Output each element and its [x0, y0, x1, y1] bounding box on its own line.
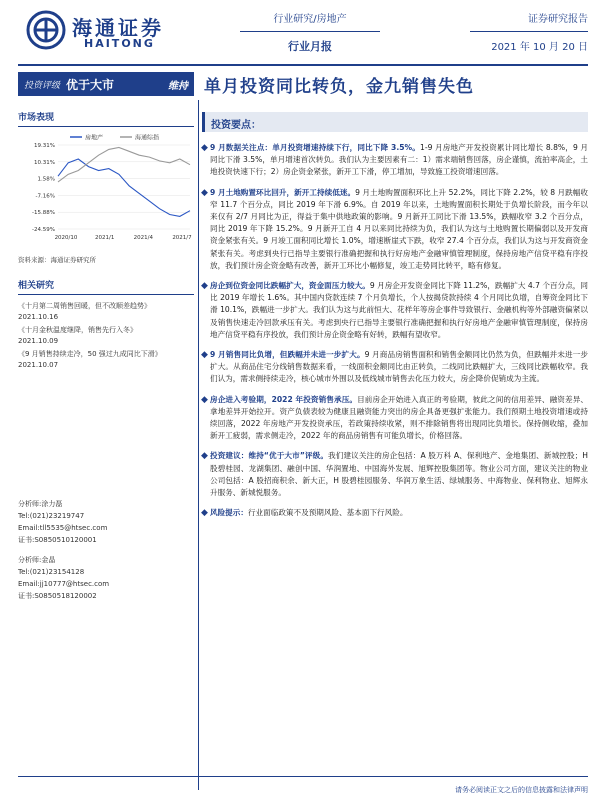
- market-chart-svg: [18, 131, 194, 251]
- x-tick-label: 2021/4: [133, 235, 154, 241]
- related-item-date: 2021.10.16: [18, 313, 59, 321]
- key-point-lead: 9 月数据关注点：单月投资增速持续下行，同比下降 3.5%。: [210, 143, 420, 152]
- y-tick-label: -7.16%: [35, 193, 55, 200]
- brand-logo: [26, 10, 196, 56]
- related-research-list: [18, 301, 194, 371]
- footer-divider: [18, 776, 588, 777]
- market-chart: [18, 131, 194, 241]
- key-point-text: 1-9 月房地产开发投资累计同比增长 8.8%，9 月同比下滑 3.5%，单月增速首次转负。我们认为主要因素有二：1）需求端销售回落，房企谨慎，流拍率高企，土地投资快速下行；2）房企资金紧张，新开工下滑，停工增加，导致施工投资增速回落。: [210, 143, 588, 177]
- analyst-cert: 证书:S0850510120001: [18, 536, 97, 544]
- key-point-lead: 投资建议：维持“优于大市”评级。: [210, 451, 329, 461]
- key-point-text: 我们建议关注的房企包括：A 股万科 A、保利地产、金地集团、新城控股；H 股碧桂园、龙湖集团、融创中国、华润置地、中国海外发展、旭辉控股集团等。物业公司方面，建议关注的物业公司包括：A 股招商积余、新大正，H 股碧桂园服务、华润万象生活、绿城服务、中海物业、保利物业、旭辉永升服务、新城悦服务。: [210, 451, 588, 498]
- legend-label: 海通综指: [135, 134, 160, 142]
- key-points-heading: 投资要点：: [202, 112, 588, 132]
- key-point-lead: 房企进入考验期，2022 年投资销售承压。: [210, 394, 358, 404]
- chart-source: 资料来源：海通证券研究所: [18, 256, 96, 264]
- header-divider: [18, 64, 588, 66]
- bullet-icon: ◆: [201, 451, 208, 462]
- report-date: 2021 年 10 月 20 日: [491, 42, 588, 53]
- key-point: [201, 394, 588, 443]
- report-category-block: [240, 10, 380, 54]
- bullet-icon: ◆: [201, 281, 208, 292]
- key-point: [201, 349, 588, 386]
- haitong-logo-icon: [26, 10, 66, 50]
- series-line: [58, 148, 190, 182]
- key-point-lead: 9 月土地购置环比回升，新开工持续低迷。: [210, 187, 356, 197]
- report-label: 证券研究报告: [470, 10, 588, 32]
- analyst-name: 分析师:金晶: [18, 556, 56, 564]
- report-header: [0, 0, 600, 62]
- analyst-name: 分析师:涂力磊: [18, 500, 63, 508]
- y-tick-label: -24.59%: [32, 227, 55, 233]
- key-point-text: 9 月房企开发资金同比下降 11.2%，跌幅扩大 4.7 个百分点，同比 2019 年增长 1.6%。其中国内贷款连续 7 个月负增长，个人按揭贷款持续 4 个月同比负增，自筹资金同比下滑 10.1%，跌幅进一步扩大。我们认为这与此前恒大、花样年等房企事件导致银行、金融机构等外部融资偏紧以及销售快速走冷回款承压有关。考虑到央行已指导主要银行准确把握和执行好房地产金融审慎管理制度，保持房地产信贷平稳有序投放，我们预计房企资金略有好转，跌幅有望收窄。: [210, 281, 589, 339]
- series-line: [58, 159, 190, 216]
- bullet-icon: ◆: [201, 187, 208, 198]
- analyst-tel: Tel:(021)23154128: [18, 568, 85, 576]
- key-point-lead: 风险提示：: [210, 508, 248, 518]
- logo-chinese-name: 海通证券: [72, 16, 164, 40]
- key-point: [201, 142, 588, 179]
- footer-disclaimer: 请务必阅读正文之后的信息披露和法律声明: [455, 786, 588, 794]
- key-point-text: 9 月土地购置面积环比上升 52.2%，同比下降 2.2%，较 8 月跌幅收窄 11.7 个百分点，同比 2019 年下滑 6.9%。自 2019 年以来，土地购置面积长期处于负增长阶段，而今年以来仅有 2/7 月同比为正，得益于集中供地政策的影响。9 月新开工同比下滑 13.5%，跌幅收窄 3.2 个百分点，同比 2019 年下降 15.2%。9 月新开工自 4 月以来同比持续为负，我们认为这与土地购置长期偏弱以及开发商资金紧张有关。9 月竣工面积同比增长 1.0%，增速断崖式下跌，收窄 27.4 个百分点，我们认为这与开发商资金紧张有关。考虑到央行已指导主要银行准确把握和执行好房地产金融审慎管理制度，保持房地产信贷平稳有序投放，我们预计房企资金略有改善，新开工环比小幅修复，竣工走势同比转平，略有修复。: [210, 187, 588, 270]
- rating-action: 维持: [168, 80, 188, 92]
- y-tick-label: -15.88%: [32, 210, 55, 217]
- key-points-list: [201, 142, 589, 519]
- sidebar: [18, 72, 194, 373]
- report-type: 行业月报: [288, 40, 332, 53]
- y-tick-label: 19.31%: [34, 143, 55, 149]
- column-divider: [198, 100, 199, 790]
- key-point: [201, 280, 589, 341]
- key-point-text: 行业面临政策不及预期风险、基本面下行风险。: [247, 508, 408, 518]
- bullet-icon: ◆: [201, 350, 208, 361]
- key-point: [201, 187, 588, 272]
- key-point: [201, 450, 588, 499]
- key-point-text: 9 月商品房销售面积和销售金额同比仍然为负，但跌幅并未进一步扩大。从商品住宅分线销售数据来看，一线面积金额同比由正转负，二线同比跌幅扩大，三线同比跌幅收窄。我们认为，需求侧持续走冷，核心城市外围以及低线城市销售去化压力较大，房企降价促销成为主流。: [210, 350, 588, 384]
- bullet-icon: ◆: [201, 143, 208, 153]
- y-tick-label: 10.31%: [34, 159, 55, 166]
- related-item-title[interactable]: 《十月金秋温度继降，销售先行入冬》: [18, 326, 137, 334]
- key-point: [201, 507, 588, 519]
- bullet-icon: ◆: [201, 394, 208, 405]
- related-item-date: 2021.10.09: [18, 337, 59, 345]
- logo-english-name: HAITONG: [84, 37, 155, 50]
- analyst-info: [18, 498, 194, 602]
- related-item-title[interactable]: 《9 月销售持续走冷，50 强过九成同比下滑》: [18, 350, 162, 358]
- y-tick-label: 1.58%: [37, 176, 55, 183]
- bullet-icon: ◆: [201, 508, 208, 519]
- analyst-email[interactable]: Email:tll5535@htsec.com: [18, 524, 108, 532]
- rating-bar: [18, 72, 194, 96]
- x-tick-label: 2020/10: [54, 235, 78, 241]
- related-item-date: 2021.10.07: [18, 361, 59, 369]
- key-point-text: 目前房企开始进入真正的考验期，彼此之间的信用差异、融资差异、拿地差异开始拉开。资产负债表较为健康且融资能力突出的房企具备更强扩张能力。我们预期土地投资增速或持续回落，2022 年房地产开发投资承压，若政策持续收紧，则不排除销售将出现同比负增长。保持侧收缩，叠加新开工疲弱，需求侧走冷，2022 年的商品房销售有可能负增长，价格回落。: [210, 394, 588, 441]
- related-item-title[interactable]: 《十月第二周销售回暖，但不改顺差趋势》: [18, 302, 151, 310]
- analyst-cert: 证书:S0850518120002: [18, 592, 97, 600]
- rating-value: 优于大市: [66, 77, 115, 92]
- market-performance-title: 市场表现: [18, 110, 194, 127]
- x-tick-label: 2021/7: [172, 235, 192, 241]
- analyst-tel: Tel:(021)23219747: [18, 512, 85, 520]
- x-tick-label: 2021/1: [94, 235, 115, 241]
- report-meta-block: [470, 10, 588, 53]
- analyst-email[interactable]: Email:jj10777@htsec.com: [18, 580, 110, 588]
- key-point-lead: 9 月销售同比负增，但跌幅并未进一步扩大。: [210, 350, 365, 360]
- report-title: 单月投资同比转负，金九销售失色: [204, 77, 474, 97]
- key-point-lead: 房企到位资金同比跌幅扩大，资金面压力较大。: [210, 281, 370, 291]
- report-category: 行业研究/房地产: [240, 10, 380, 32]
- rating-label: 投资评级: [24, 80, 61, 91]
- related-research-title: 相关研究: [18, 278, 194, 295]
- legend-label: 房地产: [85, 134, 104, 142]
